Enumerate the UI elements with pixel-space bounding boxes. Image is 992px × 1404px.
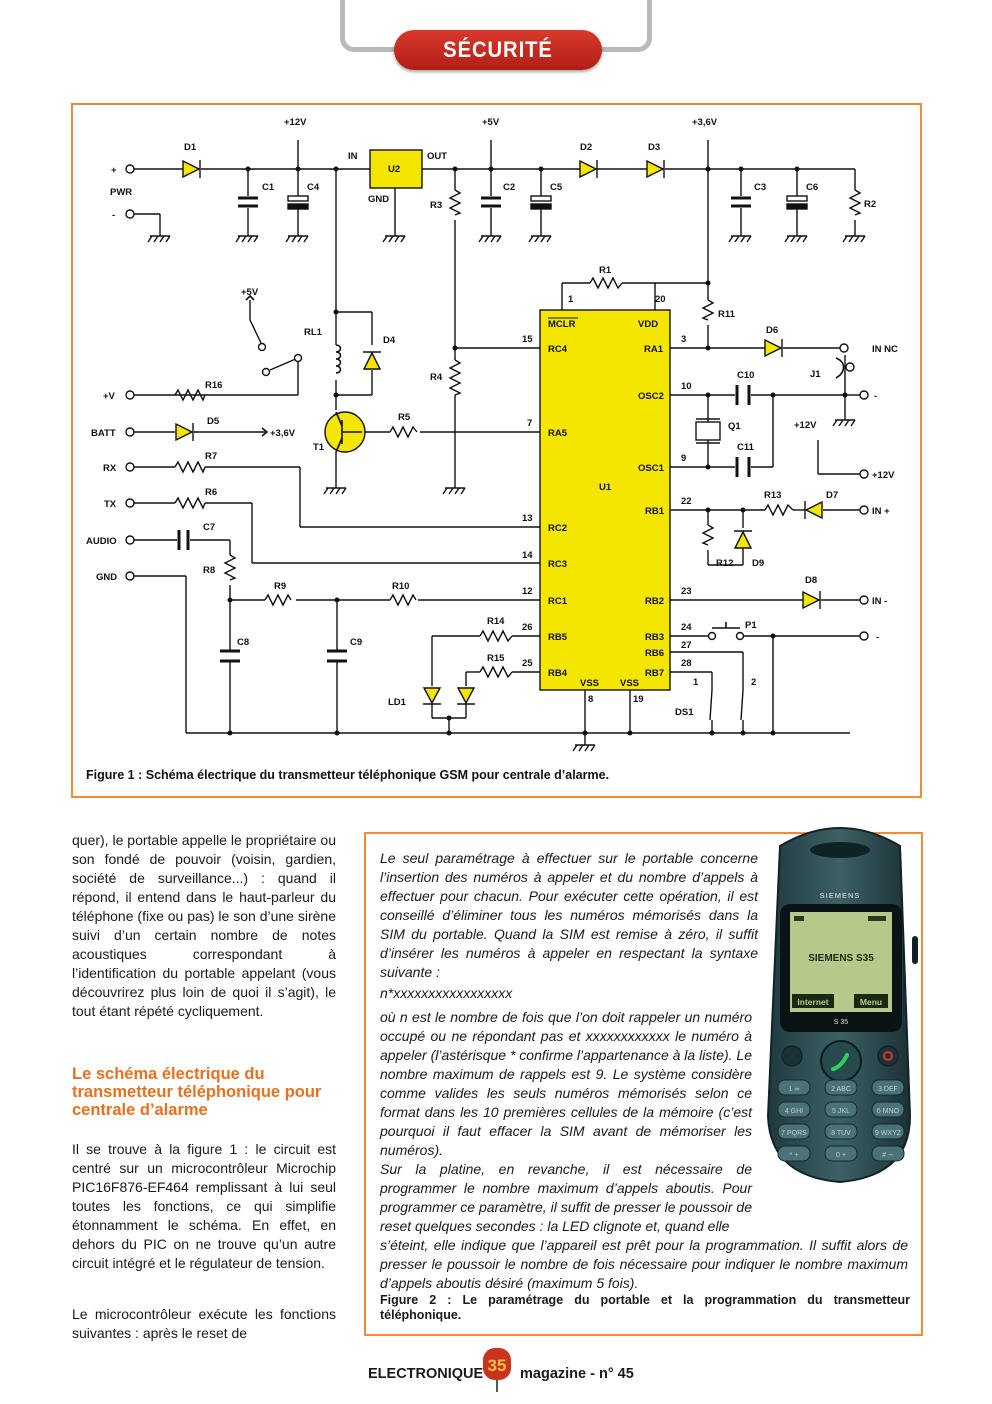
svg-text:C2: C2 [503, 182, 516, 193]
svg-text:R6: R6 [205, 487, 218, 498]
svg-text:25: 25 [522, 658, 533, 669]
phone-key-label: 1 ∞ [788, 1086, 800, 1093]
svg-text:+12V: +12V [284, 117, 307, 128]
svg-text:26: 26 [522, 622, 533, 633]
svg-text:RC2: RC2 [548, 523, 568, 534]
svg-text:C4: C4 [307, 182, 320, 193]
svg-text:LD1: LD1 [388, 697, 406, 708]
svg-text:C9: C9 [350, 637, 363, 648]
svg-text:D1: D1 [184, 142, 197, 153]
svg-text:RB6: RB6 [645, 648, 665, 659]
body-paragraph: Le microcontrôleur exécute les fonctions suivantes : après le reset de [72, 1306, 336, 1341]
mobile-phone-illustration [760, 816, 922, 1188]
svg-text:27: 27 [681, 640, 692, 651]
svg-text:13: 13 [522, 513, 533, 524]
svg-text:3: 3 [681, 334, 687, 345]
figure-2-paragraph: Le seul paramétrage à effectuer sur le portable concerne l’insertion des numéros à appeler et du nombre d’appels à effectuer pour chacun. Pour exécuter cette opération, il est conseillé d’éliminer tous les numéros mémorisés dans la SIM du portable. Quand la SIM est remise à zéro, il suffit d’insérer les numéros à appeler en respectant la syntaxe suivante : [380, 850, 758, 980]
phone-key-label: 9 WXYZ [874, 1130, 902, 1137]
svg-text:22: 22 [681, 496, 692, 507]
svg-text:15: 15 [522, 334, 533, 345]
svg-text:8: 8 [588, 694, 594, 705]
svg-text:14: 14 [522, 550, 533, 561]
svg-text:OUT: OUT [427, 151, 448, 162]
svg-text:MCLR: MCLR [548, 319, 576, 330]
svg-text:IN -: IN - [872, 596, 888, 607]
phone-key-label: 0 + [836, 1152, 846, 1159]
svg-text:D5: D5 [207, 416, 220, 427]
svg-text:GND: GND [368, 194, 390, 205]
phone-brand: SIEMENS [819, 891, 861, 900]
svg-text:RX: RX [103, 463, 117, 474]
svg-text:10: 10 [681, 381, 692, 392]
svg-text:RA5: RA5 [548, 428, 568, 439]
svg-text:C3: C3 [754, 182, 767, 193]
svg-text:D8: D8 [805, 575, 818, 586]
svg-text:IN +: IN + [872, 506, 890, 517]
svg-text:-: - [874, 391, 878, 402]
svg-text:TX: TX [104, 499, 117, 510]
svg-text:R1: R1 [599, 265, 612, 276]
svg-text:D7: D7 [826, 490, 839, 501]
page-number: 35 [487, 1356, 507, 1375]
svg-text:D2: D2 [580, 142, 593, 153]
svg-text:C1: C1 [262, 182, 275, 193]
svg-text:J1: J1 [810, 369, 821, 380]
svg-text:DS1: DS1 [675, 707, 694, 718]
section-title: SÉCURITÉ [443, 37, 553, 62]
svg-text:+: + [111, 165, 117, 176]
svg-text:Q1: Q1 [728, 421, 741, 432]
svg-text:19: 19 [633, 694, 644, 705]
svg-text:R3: R3 [430, 200, 443, 211]
svg-text:R4: R4 [430, 372, 443, 383]
figure-2-caption: Figure 2 : Le paramétrage du portable et la programmation du transmetteur téléphonique. [380, 1293, 910, 1322]
phone-key-label: 5 JKL [832, 1108, 850, 1115]
svg-text:+3,6V: +3,6V [692, 117, 718, 128]
svg-text:OSC2: OSC2 [638, 391, 664, 402]
figure-2-paragraph: Sur la platine, en revanche, il est nécessaire de programmer le nombre maximum d’appels aboutis. Pour programmer ce paramètre, il suffit de presser le poussoir de reset quelques secondes : la LED clignote et, quand elle [380, 1161, 752, 1234]
svg-text:RC3: RC3 [548, 559, 568, 570]
svg-text:RC1: RC1 [548, 596, 568, 607]
phone-softkey-right: Menu [859, 997, 883, 1007]
svg-text:R8: R8 [203, 565, 216, 576]
svg-text:R16: R16 [205, 380, 223, 391]
svg-text:R15: R15 [487, 653, 505, 664]
svg-text:R12: R12 [716, 558, 734, 569]
svg-text:1: 1 [568, 294, 574, 305]
svg-text:RB1: RB1 [645, 506, 665, 517]
phone-key-label: 7 PQRS [781, 1130, 807, 1137]
svg-text:U2: U2 [388, 164, 401, 175]
svg-text:RB7: RB7 [645, 668, 665, 679]
svg-text:-: - [876, 632, 880, 643]
svg-text:T1: T1 [313, 442, 325, 453]
section-heading: Le schéma électrique du transmetteur téléphonique pour centrale d’alarme [72, 1065, 322, 1119]
svg-text:R13: R13 [764, 490, 782, 501]
svg-text:+12V: +12V [872, 470, 895, 481]
svg-text:24: 24 [681, 622, 692, 633]
svg-text:+5V: +5V [482, 117, 500, 128]
svg-text:7: 7 [527, 418, 533, 429]
svg-text:R2: R2 [864, 199, 877, 210]
svg-text:+12V: +12V [794, 420, 817, 431]
svg-text:D9: D9 [752, 558, 765, 569]
body-paragraph: Il se trouve à la figure 1 : le circuit est centré sur un microcontrôleur Microchip PIC16F876-EF464 remplissant à lui seul toutes les fonctions, ce qui simplifie étonnamment le schéma. En effet, en dehors du PIC on ne trouve qu’un autre circuit intégré et le régulateur de tension. [72, 1141, 336, 1271]
svg-text:+V: +V [103, 391, 115, 402]
svg-text:VSS: VSS [620, 678, 640, 689]
figure-2-paragraph: s’éteint, elle indique que l’appareil est prêt pour la programmation. Il suffit alors de presser le poussoir le nombre de fois nécessaire pour indiquer le nombre maximum d’appels aboutis désiré (maximum 5 fois). [380, 1237, 908, 1291]
svg-text:AUDIO: AUDIO [86, 536, 117, 547]
svg-text:R5: R5 [398, 412, 411, 423]
svg-text:C6: C6 [806, 182, 819, 193]
svg-text:RB5: RB5 [548, 632, 568, 643]
svg-text:R14: R14 [487, 616, 505, 627]
phone-model: S 35 [833, 1019, 849, 1026]
svg-text:9: 9 [681, 453, 687, 464]
phone-key-label: 8 TUV [831, 1130, 851, 1137]
svg-text:U1: U1 [599, 482, 612, 493]
svg-text:12: 12 [522, 586, 533, 597]
number-syntax: n*xxxxxxxxxxxxxxxxx [380, 985, 513, 1001]
svg-text:RB2: RB2 [645, 596, 665, 607]
phone-key-label: * + [789, 1152, 799, 1159]
svg-text:RB4: RB4 [548, 668, 568, 679]
svg-text:P1: P1 [745, 620, 757, 631]
svg-text:R10: R10 [392, 581, 410, 592]
figure-1-caption: Figure 1 : Schéma électrique du transmetteur téléphonique GSM pour centrale d’alarme. [86, 768, 610, 782]
footer-issue: magazine - n° 45 [520, 1366, 634, 1382]
phone-key-label: # ∼ [882, 1152, 894, 1159]
phone-key-label: 3 DEF [878, 1086, 898, 1093]
body-paragraph: quer), le portable appelle le propriétaire ou son fondé de pouvoir (voisin, gardien, société de surveillance...) : quand il répond, il entend dans le haut-parleur du téléphone (fixe ou pas) le son d’une sirène suivi d’un certain nombre de notes acoustiques correspondant à l’identification du portable appelant (vous découvrirez plus loin de quoi il s’agit), le tout étant répété cycliquement. [72, 832, 336, 1019]
svg-text:RC4: RC4 [548, 344, 568, 355]
page-number-badge [480, 1346, 514, 1392]
svg-text:28: 28 [681, 658, 692, 669]
svg-text:-: - [112, 210, 116, 221]
svg-text:R11: R11 [718, 309, 735, 320]
svg-text:BATT: BATT [91, 428, 116, 439]
svg-text:D4: D4 [383, 335, 396, 346]
phone-softkey-left: Internet [797, 997, 829, 1007]
svg-text:C5: C5 [550, 182, 563, 193]
svg-text:GND: GND [96, 572, 118, 583]
svg-text:PWR: PWR [110, 187, 133, 198]
svg-text:20: 20 [655, 294, 666, 305]
svg-text:RL1: RL1 [304, 327, 322, 338]
svg-text:RA1: RA1 [644, 344, 664, 355]
svg-text:+5V: +5V [241, 287, 259, 298]
svg-text:D3: D3 [648, 142, 661, 153]
svg-text:D6: D6 [766, 325, 779, 336]
svg-text:R9: R9 [274, 581, 287, 592]
svg-text:C7: C7 [203, 522, 216, 533]
svg-text:OSC1: OSC1 [638, 463, 664, 474]
phone-key-label: 2 ABC [831, 1086, 851, 1093]
figure-2-paragraph: où n est le nombre de fois que l’on doit rappeler un numéro occupé ou ne répondant pas et xxxxxxxxxxxx le numéro à appeler (l’astérisque * confirme l’appartenance à la liste). Le nombre maximum de rappels est 9. Le système considère comme valides les seuls numéros mémorisés selon ce format dans les 10 premières cellules de la mémoire (c’est pourquoi il faut effacer la SIM avant de mémoriser les numéros). [380, 1009, 752, 1158]
footer-magazine-name: ELECTRONIQUE [368, 1366, 484, 1382]
phone-key-label: 6 MNO [876, 1108, 900, 1115]
svg-text:R7: R7 [205, 451, 218, 462]
svg-text:IN NC: IN NC [872, 344, 898, 355]
svg-text:RB3: RB3 [645, 632, 665, 643]
svg-text:C10: C10 [737, 370, 755, 381]
phone-key-label: 4 GHI [784, 1108, 804, 1115]
svg-text:C8: C8 [237, 637, 250, 648]
svg-text:C11: C11 [737, 442, 754, 453]
phone-screen-text: SIEMENS S35 [808, 953, 874, 964]
schematic-diagram [73, 105, 920, 765]
svg-text:VSS: VSS [580, 678, 600, 689]
svg-text:2: 2 [751, 677, 757, 688]
svg-text:IN: IN [348, 151, 358, 162]
svg-text:23: 23 [681, 586, 692, 597]
svg-text:1: 1 [693, 677, 699, 688]
svg-text:VDD: VDD [638, 319, 659, 330]
svg-text:+3,6V: +3,6V [270, 428, 296, 439]
